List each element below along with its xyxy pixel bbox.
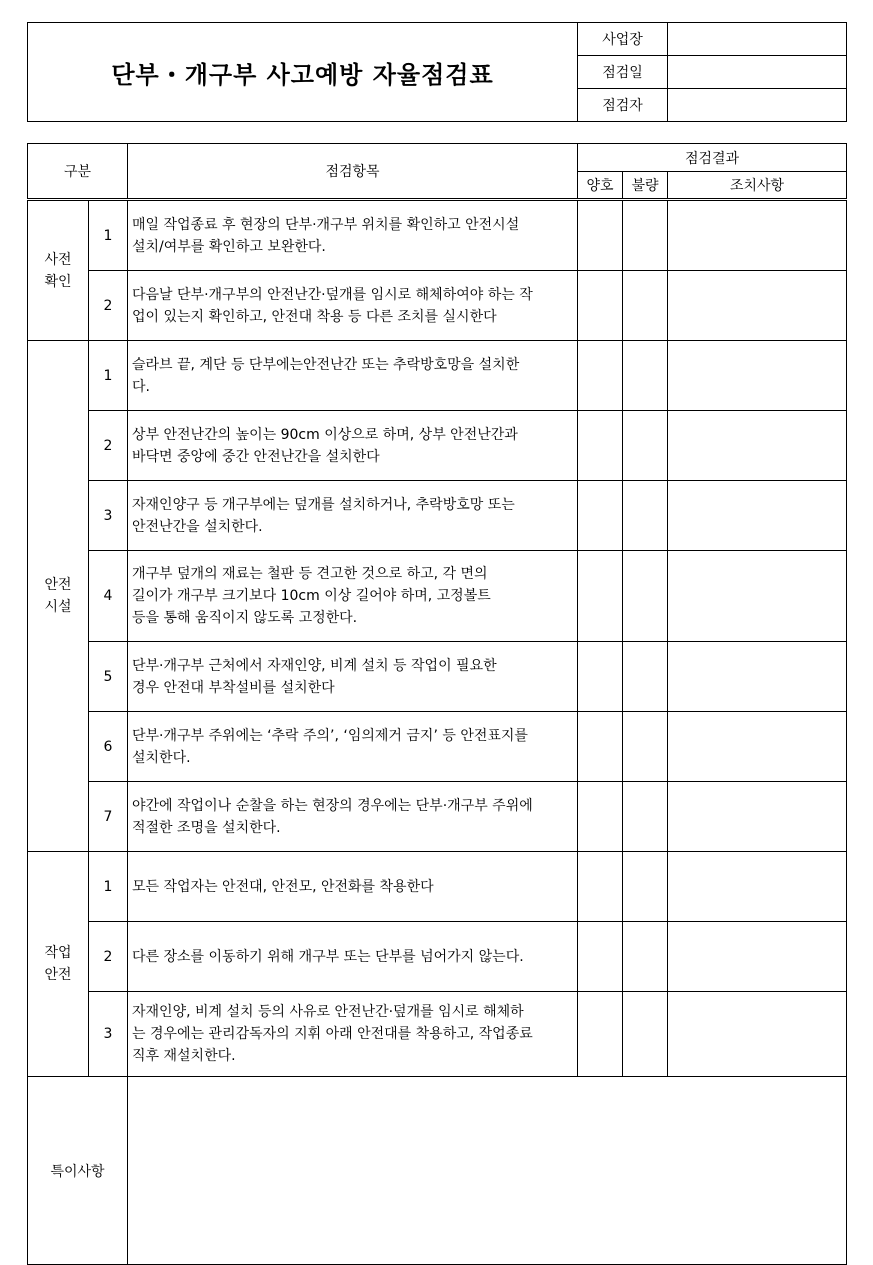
result-good-cell[interactable] <box>578 642 623 712</box>
remarks-input[interactable] <box>128 1077 847 1265</box>
checklist-table <box>27 143 847 1265</box>
item-number: 6 <box>89 712 128 782</box>
action-cell[interactable] <box>668 271 847 341</box>
field-label-inspection-date: 점검일 <box>578 56 668 89</box>
category-pre-check <box>28 200 89 341</box>
field-value-workplace[interactable] <box>668 23 847 56</box>
action-cell[interactable] <box>668 411 847 481</box>
action-cell[interactable] <box>668 642 847 712</box>
header-item: 점검항목 <box>128 144 578 200</box>
category-label: 사전 확인 <box>44 251 72 290</box>
header-category: 구분 <box>28 144 128 200</box>
result-good-cell[interactable] <box>578 992 623 1077</box>
action-cell[interactable] <box>668 992 847 1077</box>
result-bad-cell[interactable] <box>623 551 668 642</box>
table-row <box>28 712 847 782</box>
item-number: 2 <box>89 922 128 992</box>
result-bad-cell[interactable] <box>623 200 668 271</box>
item-text: 모든 작업자는 안전대, 안전모, 안전화를 착용한다 <box>128 852 578 922</box>
table-row <box>28 481 847 551</box>
item-text: 상부 안전난간의 높이는 90cm 이상으로 하며, 상부 안전난간과 바닥면 중앙에 중간 안전난간을 설치한다 <box>128 411 578 481</box>
table-row <box>28 200 847 271</box>
action-cell[interactable] <box>668 341 847 411</box>
result-bad-cell[interactable] <box>623 712 668 782</box>
field-value-inspection-date[interactable] <box>668 56 847 89</box>
item-text: 자재인양구 등 개구부에는 덮개를 설치하거나, 추락방호망 또는 안전난간을 설치한다. <box>128 481 578 551</box>
item-number: 2 <box>89 411 128 481</box>
table-row <box>28 551 847 642</box>
result-bad-cell[interactable] <box>623 922 668 992</box>
result-good-cell[interactable] <box>578 922 623 992</box>
result-good-cell[interactable] <box>578 411 623 481</box>
table-row <box>28 271 847 341</box>
result-good-cell[interactable] <box>578 852 623 922</box>
result-good-cell[interactable] <box>578 551 623 642</box>
category-label: 작업 안전 <box>44 945 72 983</box>
item-number: 5 <box>89 642 128 712</box>
action-cell[interactable] <box>668 481 847 551</box>
result-good-cell[interactable] <box>578 481 623 551</box>
item-text: 다른 장소를 이동하기 위해 개구부 또는 단부를 넘어가지 않는다. <box>128 922 578 992</box>
header-table <box>27 22 847 122</box>
result-good-cell[interactable] <box>578 200 623 271</box>
result-good-cell[interactable] <box>578 712 623 782</box>
header-bad: 불량 <box>623 172 668 200</box>
result-bad-cell[interactable] <box>623 992 668 1077</box>
table-row <box>28 341 847 411</box>
result-bad-cell[interactable] <box>623 411 668 481</box>
result-bad-cell[interactable] <box>623 782 668 852</box>
category-label: 안전 시설 <box>44 577 72 615</box>
field-label-workplace: 사업장 <box>578 23 668 56</box>
item-number: 1 <box>89 341 128 411</box>
header-action: 조치사항 <box>668 172 847 200</box>
result-bad-cell[interactable] <box>623 271 668 341</box>
field-label-inspector: 점검자 <box>578 89 668 122</box>
result-good-cell[interactable] <box>578 341 623 411</box>
item-text: 슬라브 끝, 계단 등 단부에는안전난간 또는 추락방호망을 설치한 다. <box>128 341 578 411</box>
table-row <box>28 411 847 481</box>
result-bad-cell[interactable] <box>623 481 668 551</box>
item-number: 7 <box>89 782 128 852</box>
action-cell[interactable] <box>668 200 847 271</box>
result-bad-cell[interactable] <box>623 642 668 712</box>
header-result: 점검결과 <box>578 144 847 172</box>
table-row <box>28 922 847 992</box>
category-work-safety <box>28 852 89 1077</box>
item-text: 개구부 덮개의 재료는 철판 등 견고한 것으로 하고, 각 면의 길이가 개구부 크기보다 10cm 이상 길어야 하며, 고정볼트 등을 통해 움직이지 않도록 고정한다. <box>128 551 578 642</box>
item-text: 단부·개구부 근처에서 자재인양, 비계 설치 등 작업이 필요한 경우 안전대 부착설비를 설치한다 <box>128 642 578 712</box>
action-cell[interactable] <box>668 712 847 782</box>
item-number: 1 <box>89 200 128 271</box>
table-row <box>28 852 847 922</box>
action-cell[interactable] <box>668 782 847 852</box>
remarks-row <box>28 1077 847 1265</box>
result-bad-cell[interactable] <box>623 852 668 922</box>
item-number: 4 <box>89 551 128 642</box>
item-text: 다음날 단부·개구부의 안전난간·덮개를 임시로 해체하여야 하는 작 업이 있는지 확인하고, 안전대 착용 등 다른 조치를 실시한다 <box>128 271 578 341</box>
item-text: 자재인양, 비계 설치 등의 사유로 안전난간·덮개를 임시로 해체하 는 경우에는 관리감독자의 지휘 아래 안전대를 착용하고, 작업종료 직후 재설치한다. <box>128 992 578 1077</box>
item-number: 3 <box>89 992 128 1077</box>
remarks-label: 특이사항 <box>28 1077 128 1265</box>
item-text: 매일 작업종료 후 현장의 단부·개구부 위치를 확인하고 안전시설 설치/여부를 확인하고 보완한다. <box>128 200 578 271</box>
item-text: 야간에 작업이나 순찰을 하는 현장의 경우에는 단부·개구부 주위에 적절한 조명을 설치한다. <box>128 782 578 852</box>
page-title: 단부・개구부 사고예방 자율점검표 <box>28 23 578 122</box>
table-row <box>28 992 847 1077</box>
header-good: 양호 <box>578 172 623 200</box>
action-cell[interactable] <box>668 551 847 642</box>
result-good-cell[interactable] <box>578 271 623 341</box>
field-value-inspector[interactable] <box>668 89 847 122</box>
item-number: 1 <box>89 852 128 922</box>
item-number: 2 <box>89 271 128 341</box>
item-text: 단부·개구부 주위에는 ‘추락 주의’, ‘임의제거 금지’ 등 안전표지를 설치한다. <box>128 712 578 782</box>
category-safety-facility <box>28 341 89 852</box>
result-bad-cell[interactable] <box>623 341 668 411</box>
table-row <box>28 642 847 712</box>
action-cell[interactable] <box>668 922 847 992</box>
item-number: 3 <box>89 481 128 551</box>
table-row <box>28 782 847 852</box>
result-good-cell[interactable] <box>578 782 623 852</box>
action-cell[interactable] <box>668 852 847 922</box>
